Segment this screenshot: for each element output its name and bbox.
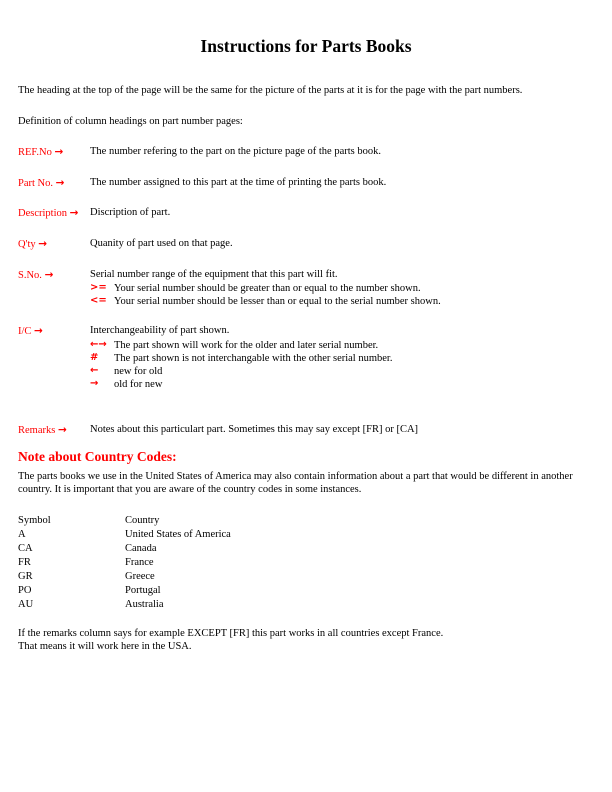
definition-row-partno: [18, 177, 594, 191]
symbol-cell: CA: [18, 543, 33, 555]
less-equal-symbol: <=: [90, 295, 107, 307]
right-arrow-icon: →: [54, 146, 64, 159]
double-arrow-icon: ←→: [90, 339, 107, 350]
definition-line: [18, 207, 594, 221]
definition-line: [18, 269, 594, 283]
country-cell: Portugal: [125, 585, 161, 597]
right-arrow-icon: →: [90, 378, 99, 390]
definition-label: [18, 177, 90, 191]
definition-line: [18, 325, 594, 339]
right-arrow-icon: →: [38, 237, 48, 250]
sub-text: The part shown will work for the older and later serial number.: [114, 340, 379, 351]
footer-line: That means it will work here in the USA.: [18, 640, 192, 652]
table-row: [18, 598, 594, 612]
page-title: Instructions for Parts Books: [200, 36, 412, 56]
label-text: S.No.: [18, 269, 42, 281]
country-codes-table: [18, 514, 594, 612]
definition-label: [18, 269, 90, 283]
definitions-heading: Definition of column headings on part number pages:: [18, 115, 243, 127]
definition-text: Interchangeability of part shown.: [90, 325, 230, 337]
table-header-row: [18, 514, 594, 528]
definition-line: [18, 424, 594, 438]
sub-text: new for old: [114, 366, 163, 378]
right-arrow-icon: →: [44, 268, 54, 281]
intro-paragraph: The heading at the top of the page will be the same for the picture of the parts at it is for the page with the part numbers.: [18, 85, 523, 96]
country-column-header: Country: [125, 515, 160, 527]
sno-sub-row: [90, 282, 594, 295]
sub-text: Your serial number should be lesser than or equal to the serial number shown.: [114, 296, 441, 308]
definition-label: [18, 424, 90, 438]
right-arrow-icon: →: [34, 325, 43, 338]
left-arrow-icon: ←: [90, 365, 99, 377]
definition-line: [18, 146, 594, 160]
hash-symbol: #: [90, 352, 99, 364]
definition-label: [18, 238, 90, 252]
definitions-list: [18, 146, 594, 437]
definition-row-refno: [18, 146, 594, 160]
definition-line: [18, 238, 594, 252]
definition-row-remarks: [18, 424, 594, 438]
right-arrow-icon: →: [69, 207, 79, 220]
definition-label: [18, 207, 90, 221]
definition-row-description: [18, 207, 594, 221]
label-text: Q'ty: [18, 238, 36, 250]
country-cell: France: [125, 557, 154, 569]
definition-label: [18, 146, 90, 160]
table-row: [18, 570, 594, 584]
symbol-cell: A: [18, 529, 26, 541]
ic-sub-row: [90, 365, 594, 378]
footer-paragraph: [18, 628, 594, 653]
definition-label: [18, 325, 90, 339]
label-text: I/C: [18, 326, 32, 338]
right-arrow-icon: →: [55, 176, 65, 189]
label-text: REF.No: [18, 147, 52, 159]
sub-text: Your serial number should be greater than or equal to the number shown.: [114, 283, 421, 295]
ic-sub-row: [90, 339, 594, 352]
definition-text: Quanity of part used on that page.: [90, 237, 233, 249]
definition-text: Serial number range of the equipment that this part will fit.: [90, 268, 338, 280]
right-arrow-icon: →: [57, 423, 67, 436]
ic-sub-row: [90, 352, 594, 365]
country-cell: Canada: [125, 543, 157, 555]
footer-line: If the remarks column says for example EXCEPT [FR] this part works in all countries except France.: [18, 628, 444, 640]
symbol-cell: AU: [18, 599, 34, 611]
definition-text: The number assigned to this part at the time of printing the parts book.: [90, 176, 387, 188]
table-row: [18, 542, 594, 556]
label-text: Part No.: [18, 177, 53, 189]
definition-row-qty: [18, 238, 594, 252]
greater-equal-symbol: >=: [90, 282, 107, 294]
sub-text: old for new: [114, 379, 163, 391]
symbol-cell: FR: [18, 557, 31, 569]
table-row: [18, 528, 594, 542]
symbol-column-header: Symbol: [18, 515, 51, 527]
table-row: [18, 556, 594, 570]
definition-text: Notes about this particulart part. Sometimes this may say except [FR] or [CA]: [90, 423, 419, 435]
ic-sub-row: [90, 378, 594, 391]
country-codes-heading: Note about Country Codes:: [18, 449, 177, 465]
definition-row-ic: [18, 325, 594, 391]
table-row: [18, 584, 594, 598]
definition-text: The number refering to the part on the picture page of the parts book.: [90, 146, 381, 158]
symbol-cell: GR: [18, 571, 33, 583]
sub-text: The part shown is not interchangable with the other serial number.: [114, 353, 393, 365]
country-cell: United States of America: [125, 529, 231, 541]
country-codes-paragraph: The parts books we use in the United States of America may also contain information about a part that would be different in another country. It is important that you are aware of the country codes in some instances.: [18, 471, 573, 495]
definition-text: Discription of part.: [90, 207, 171, 219]
label-text: Description: [18, 208, 67, 220]
country-cell: Greece: [125, 571, 155, 583]
definition-row-sno: [18, 269, 594, 309]
definition-line: [18, 177, 594, 191]
symbol-cell: PO: [18, 585, 32, 597]
sno-sub-row: [90, 295, 594, 308]
country-cell: Australia: [125, 599, 164, 611]
label-text: Remarks: [18, 424, 56, 436]
